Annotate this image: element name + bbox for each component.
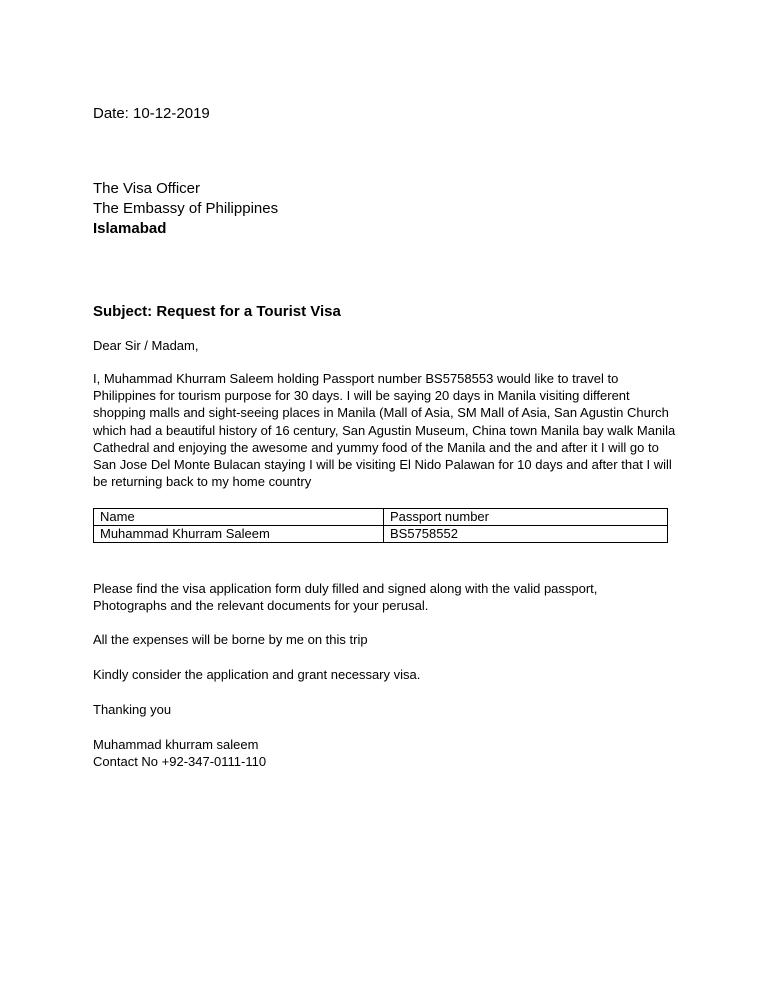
letter-greeting: Dear Sir / Madam, <box>93 338 199 353</box>
letter-date: Date: 10-12-2019 <box>93 105 210 122</box>
letter-subject: Subject: Request for a Tourist Visa <box>93 303 341 320</box>
passport-info-table <box>93 508 668 543</box>
thanks-line: Thanking you <box>93 702 172 717</box>
table-header-name: Name <box>94 509 384 526</box>
documents-line-2: Photographs and the relevant documents for your perusal. <box>93 598 429 613</box>
recipient-block <box>93 179 278 239</box>
table-header-passport: Passport number <box>384 509 668 526</box>
documents-line-1: Please find the visa application form duly filled and signed along with the valid passport, <box>93 581 598 596</box>
table-row <box>94 526 668 543</box>
signature-block <box>93 736 266 770</box>
recipient-organization: The Embassy of Philippines <box>93 200 279 217</box>
recipient-city: Islamabad <box>93 220 167 237</box>
letter-body-paragraph: I, Muhammad Khurram Saleem holding Passport number BS5758553 would like to travel to Philippines for tourism purpose for 30 days. I will be saying 20 days in Manila visiting different shopping malls and sight-seeing places in Manila (Mall of Asia, SM Mall of Asia, San Agustin Church which had a beautiful history of 16 century, San Agustin Museum, China town Manila bay walk Manila Cathedral and enjoying the awesome and yummy food of the Manila and the and after it I will go to San Jose Del Monte Bulacan staying I will be visiting El Nido Palawan for 10 days and after that I will be returning back to my home country <box>93 371 676 490</box>
expenses-line: All the expenses will be borne by me on this trip <box>93 632 368 647</box>
recipient-title: The Visa Officer <box>93 180 200 197</box>
documents-paragraph <box>93 580 597 614</box>
signature-name: Muhammad khurram saleem <box>93 737 259 752</box>
table-header-row <box>94 509 668 526</box>
contact-number: Contact No +92-347-0111-110 <box>93 754 267 769</box>
table-cell-passport: BS5758552 <box>384 526 668 543</box>
request-line: Kindly consider the application and grant necessary visa. <box>93 667 421 682</box>
table-cell-name: Muhammad Khurram Saleem <box>94 526 384 543</box>
